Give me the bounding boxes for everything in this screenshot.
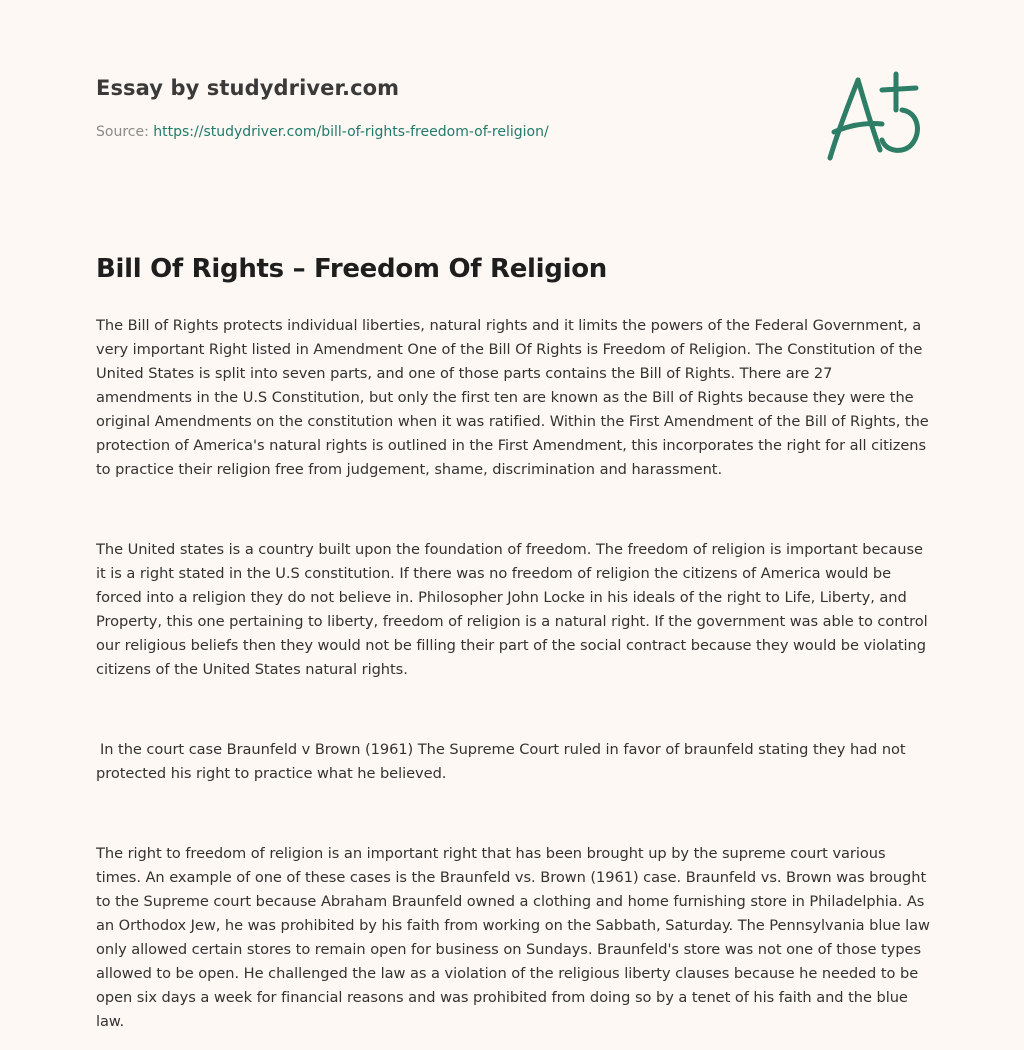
paragraph: The United states is a country built upon the foundation of freedom. The freedom of religion is important because it is a right stated in the U.S constitution. If there was no freedom of religion the citizens of America would be forced into a religion they do not believe in. Philosopher John Locke in his ideals of the right to Life, Liberty, and Property, this one pertaining to liberty, freedom of religion is a natural right. If the government was able to control our religious beliefs then they would not be filling their part of the social contract because they would be violating citizens of the United States natural rights. [96, 541, 928, 678]
paragraph: In the court case Braunfeld v Brown (1961) The Supreme Court ruled in favor of braunfeld stating they had not protected his right to practice what he believed. [96, 741, 906, 782]
source-line [96, 124, 549, 140]
source-link[interactable]: https://studydriver.com/bill-of-rights-freedom-of-religion/ [153, 124, 549, 140]
paragraph: The right to freedom of religion is an important right that has been brought up by the supreme court various times. An example of one of these cases is the Braunfeld vs. Brown (1961) case. Braunfeld vs. Brown was brought to the Supreme court because Abraham Braunfeld owned a clothing and home furnishing store in Philadelphia. As an Orthodox Jew, he was prohibited by his faith from working on the Sabbath, Saturday. The Pennsylvania blue law only allowed certain stores to remain open for business on Sundays. Braunfeld's store was not one of those types allowed to be open. He challenged the law as a violation of the religious liberty clauses because he needed to be open six days a week for financial reasons and was prohibited from doing so by a tenet of his faith and the blue law. [96, 845, 930, 1030]
a-plus-logo-icon [818, 66, 930, 166]
site-title: Essay by studydriver.com [96, 76, 400, 100]
paragraph: The Bill of Rights protects individual liberties, natural rights and it limits the powers of the Federal Government, a very important Right listed in Amendment One of the Bill Of Rights is Freedom of Religion. The Constitution of the United States is split into seven parts, and one of those parts contains the Bill of Rights. There are 27 amendments in the U.S Constitution, but only the first ten are known as the Bill of Rights because they were the original Amendments on the constitution when it was ratified. Within the First Amendment of the Bill of Rights, the protection of America's natural rights is outlined in the First Amendment, this incorporates the right for all citizens to practice their religion free from judgement, shame, discrimination and harassment. [96, 317, 929, 478]
essay-title: Bill Of Rights – Freedom Of Religion [96, 254, 607, 284]
essay-body [96, 314, 932, 1034]
source-label: Source: [96, 124, 149, 140]
